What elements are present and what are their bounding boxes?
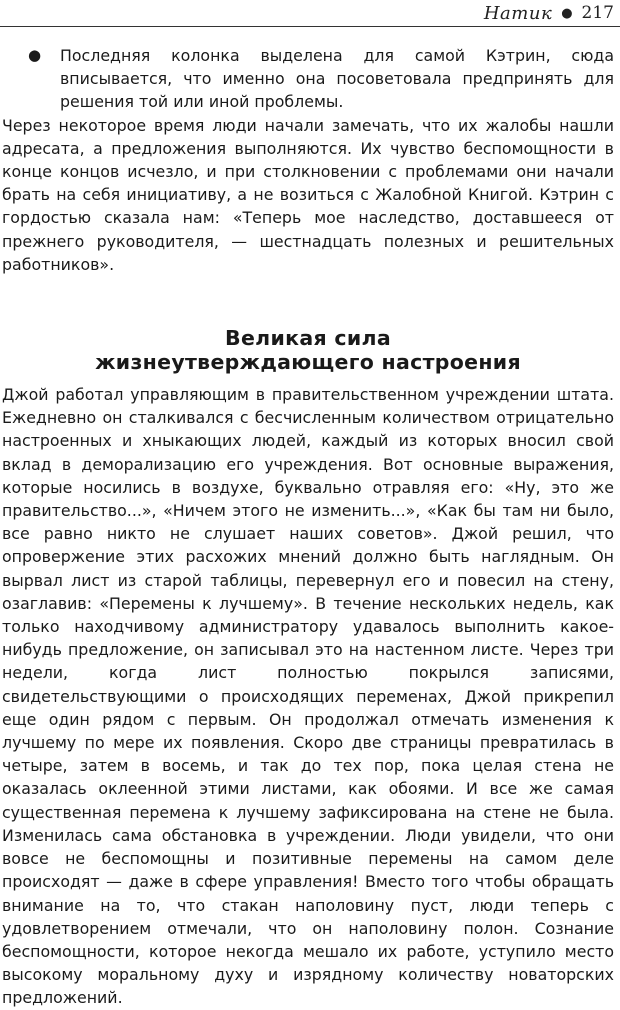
bullet-marker: ● [28, 46, 42, 64]
section-title-line-2: жизнеутверждающего настроения [95, 350, 521, 375]
section-title-line-1: Великая сила [225, 326, 391, 351]
running-head-bullet: ● [561, 5, 573, 21]
running-head [484, 0, 614, 26]
page-body [2, 44, 614, 1010]
page-number: 217 [581, 3, 614, 23]
paragraph-1: Через некоторое время люди начали замечать, что их жалобы нашли адресата, а предложения выполняются. Их чувство беспомощности в конце концов исчезло, и при столкновении с проблемами они начали брать на себя инициативу, а не возиться с Жалобной Книгой. Кэтрин с гордостью сказала нам: «Теперь мое наследство, доставшееся от прежнего руководителя, — шестнадцать полезных и решительных работников». [2, 115, 614, 274]
header-rule [0, 26, 620, 27]
paragraph-2: Джой работал управляющим в правительственном учреждении штата. Ежедневно он сталкивался с бесчисленным количеством отрицательно настроенных и хныкающих людей, каждый из которых вносил свой вклад в деморализацию его учреждения. Вот основные выражения, которые носились в воздухе, буквально отравляя его: «Ну, это же правительство...», «Ничем этого не изменить...», «Как бы там ни было, все равно никто не слушает наших советов». Джой решил, что опровержение этих расхожих мнений должно быть наглядным. Он вырвал лист из старой таблицы, перевернул его и повесил на стену, озаглавив: «Перемены к лучшему». В течение нескольких недель, как только находчивому администратору удавалось выполнить какое-нибудь предложение, он записывал это на настенном листе. Через три недели, когда лист полностью покрылся записями, свидетельствующими о происходящих переменах, Джой прикрепил еще один рядом с первым. Он продолжал отмечать изменения к лучшему по мере их появления. Скоро две страницы превратилась в четыре, затем в восемь, и так до тех пор, пока целая стена не оказалась оклеенной этими листами, как обоями. И все же самая существенная перемена к лучшему зафиксирована на стене не была. Изменилась сама обстановка в учреждении. Люди увидели, что они вовсе не беспомощны и позитивные перемены на самом деле происходят — даже в сфере управления! Вместо того чтобы обращать внимание на то, что стакан наполовину пуст, люди теперь с удовлетворением отмечали, что он наполовину полон. Сознание беспомощности, которое некогда мешало их работе, уступило место высокому моральному духу и изрядному количеству новаторских предложений. [2, 385, 614, 1008]
running-head-chapter: Натик [483, 2, 553, 24]
bullet-item-text: Последняя колонка выделена для самой Кэтрин, сюда вписывается, что именно она посоветовала предпринять для решения той или иной проблемы. [60, 46, 614, 112]
section-title [2, 326, 614, 374]
bullet-list-item [2, 44, 614, 114]
